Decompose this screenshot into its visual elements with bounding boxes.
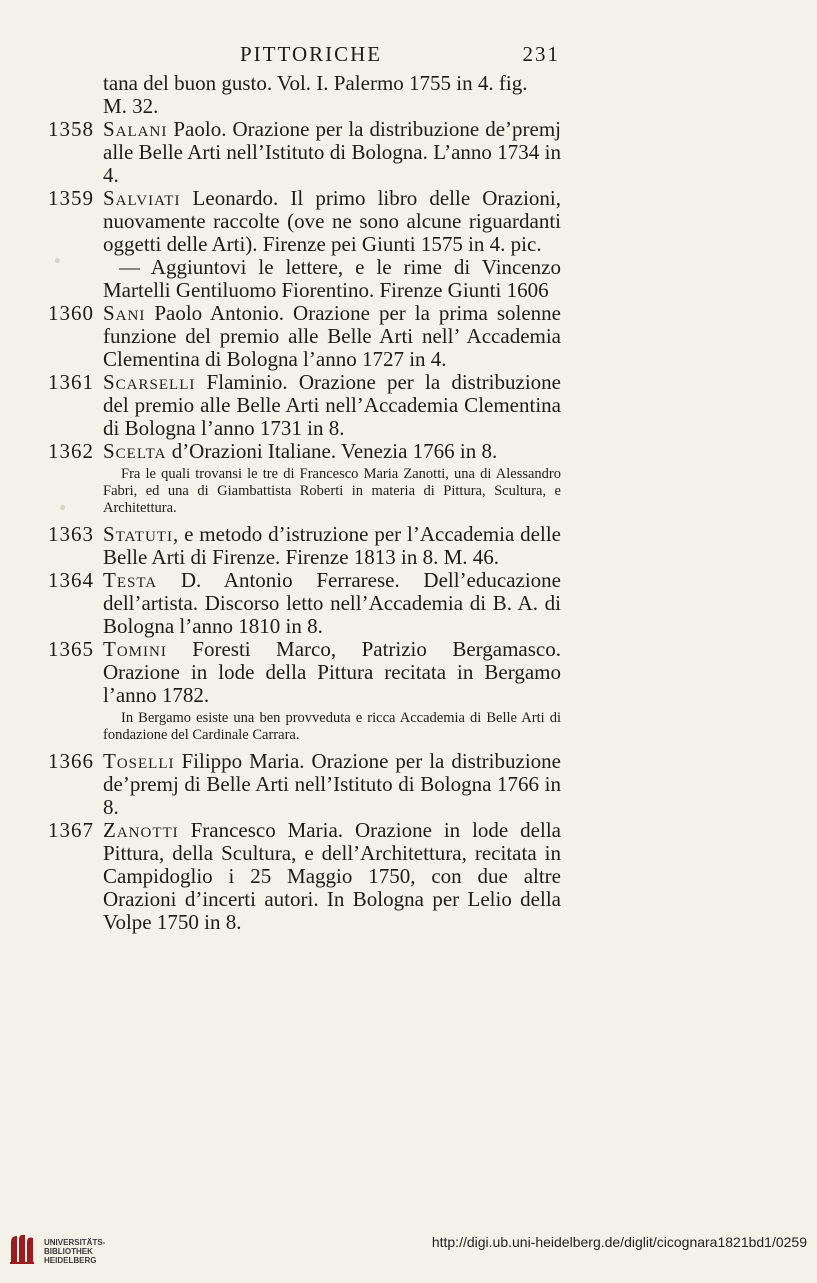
entry-surname: Scelta [103,439,167,463]
entry-text: , e metodo d’istruzione per l’Accademia delle Belle Arti di Firenze. Firenze 1813 in 8. M. 46. [103,522,561,569]
continued-entry [0,72,817,118]
entry-1363 [0,523,817,569]
continued-line-1: tana del buon gusto. Vol. I. Palermo 1755 in 4. fig. [103,71,528,95]
continued-line-2: M. 32. [103,94,159,118]
entry-note: Fra le quali trovansi le tre di Francesco Maria Zanotti, una di Alessandro Fabri, ed una di Giambattista Roberti in materia di Pittura, Scultura, e Architettura. [103,466,561,516]
entry-1358 [0,118,817,187]
university-library-logo-icon [8,1232,36,1266]
entry-surname: Salani [103,117,168,141]
entry-1367 [0,819,817,934]
entry-surname: Tomini [103,637,167,661]
entry-surname: Sani [103,301,146,325]
paper-speck [55,258,60,263]
entry-number: 1360 [48,301,94,325]
entry-1366 [0,750,817,819]
entry-surname: Toselli [103,749,175,773]
entry-1364 [0,569,817,638]
entry-1359 [0,187,817,256]
entry-text: — Aggiuntovi le lettere, e le rime di Vincenzo Martelli Gentiluomo Fiorentino. Firenze Giunti 1606 [103,255,561,302]
entry-surname: Salviati [103,186,181,210]
bibliography-list [0,72,817,934]
entry-number: 1365 [48,637,94,661]
library-name: UNIVERSITÄTS- BIBLIOTHEK HEIDELBERG [44,1238,106,1265]
entry-1361 [0,371,817,440]
entry-text: Leonardo. Il primo libro delle Orazioni, nuovamente raccolte (ove ne sono alcune riguardanti oggetti delle Arti). Firenze pei Giunti 1575 in 4. pic. [103,186,561,256]
entry-number: 1364 [48,568,94,592]
entry-text: D. Antonio Ferrarese. Dell’educazione dell’artista. Discorso letto nell’Accademia di B. A. di Bologna l’anno 1810 in 8. [103,568,561,638]
page-number: 231 [522,42,560,66]
entry-surname: Statuti [103,522,173,546]
entry-number: 1363 [48,522,94,546]
entry-text: Flaminio. Orazione per la distribuzione del premio alle Belle Arti nell’Accademia Clementina di Bologna l’anno 1731 in 8. [103,370,561,440]
entry-surname: Zanotti [103,818,179,842]
entry-number: 1367 [48,818,94,842]
running-head-title: PITTORICHE [240,42,383,66]
library-footer [0,1228,817,1273]
paper-speck [60,505,65,510]
entry-number: 1358 [48,117,94,141]
entry-number: 1366 [48,749,94,773]
entry-surname: Testa [103,568,158,592]
entry-text: Paolo Antonio. Orazione per la prima solenne funzione del premio alle Belle Arti nell’ Accademia Clementina di Bologna l’anno 1727 in 4. [103,301,561,371]
entry-1365 [0,638,817,744]
entry-1359-addendum [0,256,817,302]
permalink-url[interactable]: http://digi.ub.uni-heidelberg.de/diglit/cicognara1821bd1/0259 [431,1234,807,1250]
entry-1360 [0,302,817,371]
entry-number: 1362 [48,439,94,463]
entry-surname: Scarselli [103,370,196,394]
entry-1362 [0,440,817,517]
entry-text: Paolo. Orazione per la distribuzione de’premj alle Belle Arti nell’Istituto di Bologna. L’anno 1734 in 4. [103,117,561,187]
running-head [100,42,560,72]
entry-text: Foresti Marco, Patrizio Bergamasco. Orazione in lode della Pittura recitata in Bergamo l’anno 1782. [103,637,561,707]
entry-number: 1359 [48,186,94,210]
entry-number: 1361 [48,370,94,394]
entry-text: d’Orazioni Italiane. Venezia 1766 in 8. [166,439,498,463]
entry-text: Filippo Maria. Orazione per la distribuzione de’premj di Belle Arti nell’Istituto di Bologna 1766 in 8. [103,749,561,819]
entry-text: Francesco Maria. Orazione in lode della Pittura, della Scultura, e dell’Architettura, recitata in Campidoglio i 25 Maggio 1750, con due altre Orazioni d’incerti autori. In Bologna per Lelio della Volpe 1750 in 8. [103,818,561,934]
entry-note: In Bergamo esiste una ben provveduta e ricca Accademia di Belle Arti di fondazione del Cardinale Carrara. [103,710,561,743]
